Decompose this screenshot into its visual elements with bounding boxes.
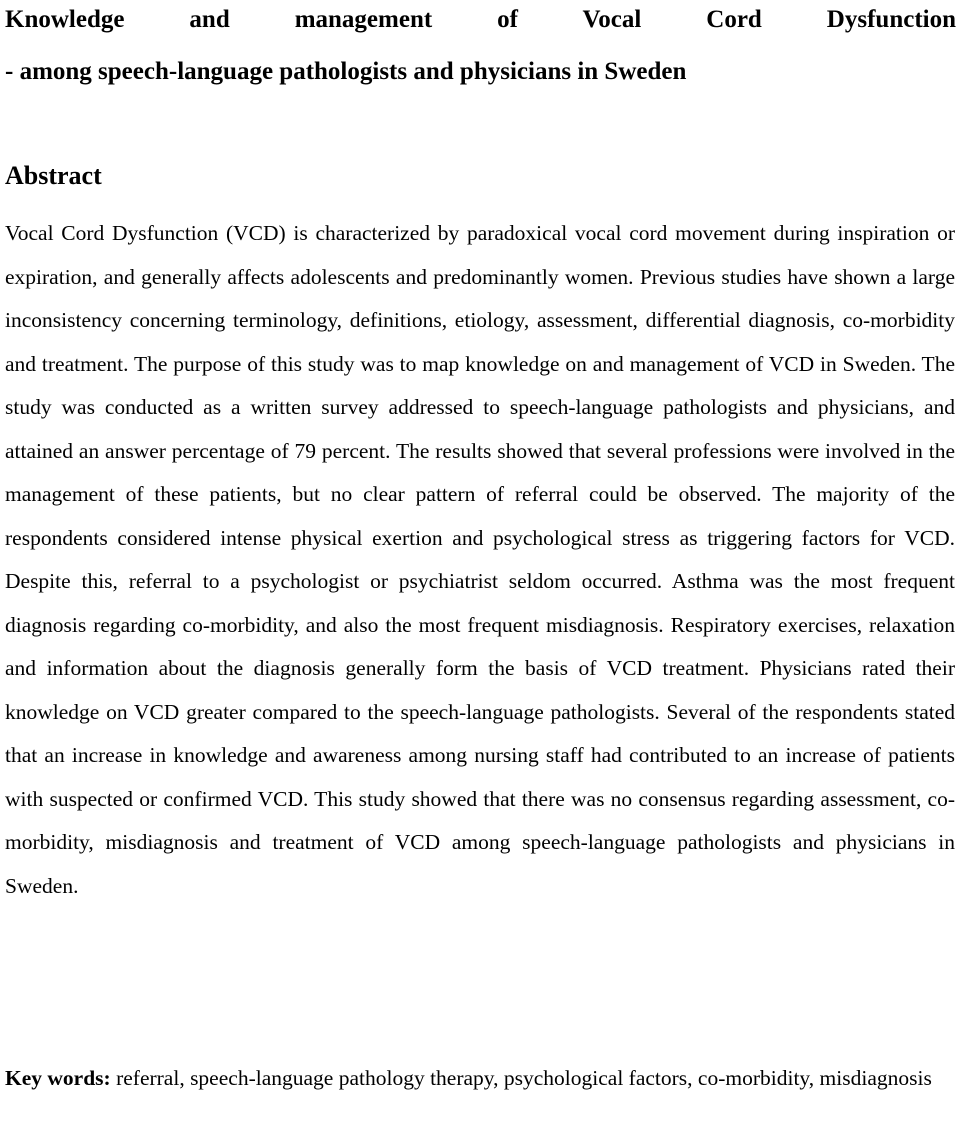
abstract-body: Vocal Cord Dysfunction (VCD) is characterized by paradoxical vocal cord movement during inspiration or expiration, and generally affects adolescents and predominantly women. Previous studies have shown a large inconsistency concerning terminology, definitions, etiology, assessment, differential diagnosis, co-morbidity and treatment. The purpose of this study was to map knowledge on and management of VCD in Sweden. The study was conducted as a written survey addressed to speech-language pathologists and physicians, and attained an answer percentage of 79 percent. The results showed that several professions were involved in the management of these patients, but no clear pattern of referral could be observed. The majority of the respondents considered intense physical exertion and psychological stress as triggering factors for VCD. Despite this, referral to a psychologist or psychiatrist seldom occurred. Asthma was the most frequent diagnosis regarding co-morbidity, and also the most frequent misdiagnosis. Respiratory exercises, relaxation and information about the diagnosis generally form the basis of VCD treatment. Physicians rated their knowledge on VCD greater compared to the speech-language pathologists. Several of the respondents stated that an increase in knowledge and awareness among nursing staff had contributed to an increase of patients with suspected or confirmed VCD. This study showed that there was no consensus regarding assessment, co-morbidity, misdiagnosis and treatment of VCD among speech-language pathologists and physicians in Sweden.: [5, 221, 955, 898]
abstract-heading: Abstract: [5, 161, 102, 190]
keywords-section: [5, 1064, 955, 1092]
paper-title: [5, 0, 956, 98]
paper-title-line-2: - among speech-language pathologists and physicians in Sweden: [5, 58, 687, 85]
paper-title-line-1: Knowledge and management of Vocal Cord Dysfunction: [5, 6, 956, 33]
keywords-list: referral, speech-language pathology therapy, psychological factors, co-morbidity, misdiagnosis: [116, 1066, 932, 1090]
keywords-label: Key words:: [5, 1066, 111, 1090]
